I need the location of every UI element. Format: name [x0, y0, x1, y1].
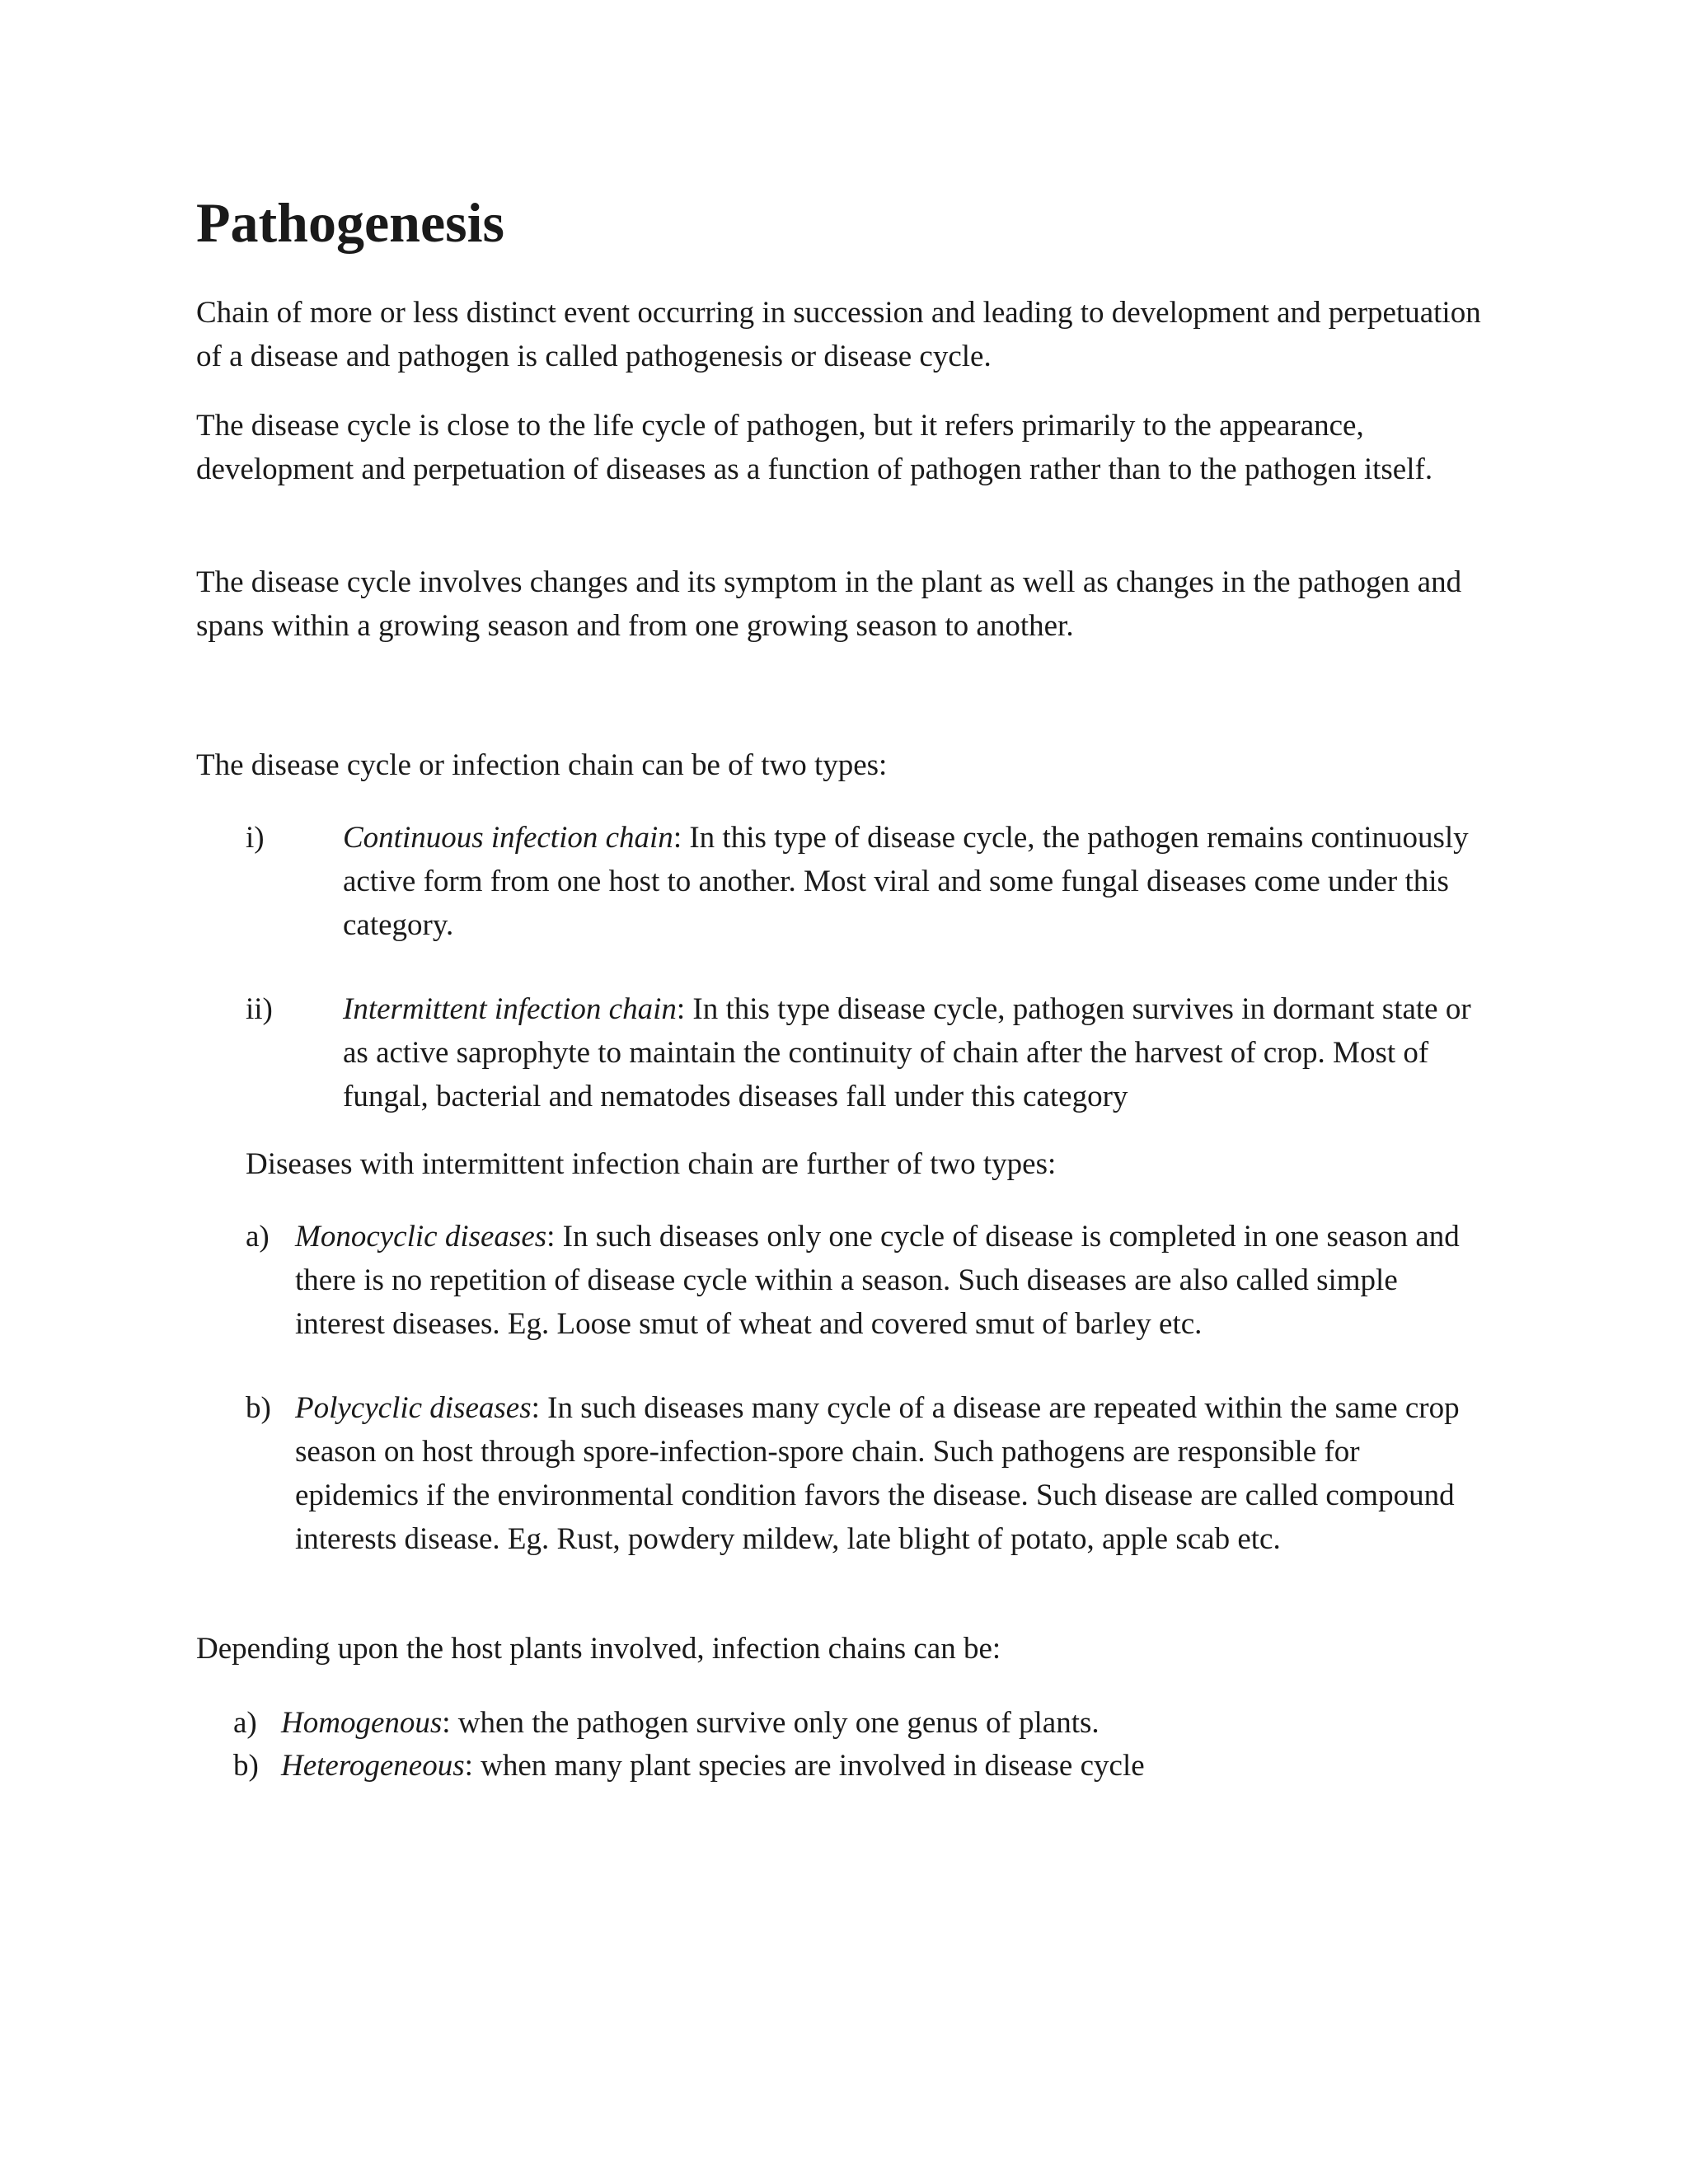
list-item-term: Polycyclic diseases	[295, 1391, 532, 1425]
list-marker: b)	[233, 1749, 259, 1783]
list-item-content	[295, 1386, 1482, 1561]
list-marker: b)	[246, 1391, 271, 1425]
list-item-content	[343, 816, 1482, 947]
list-item-content	[343, 987, 1482, 1118]
list-item-term: Monocyclic diseases	[295, 1220, 547, 1254]
list-item-text: : In this type of disease cycle, the pathogen remains continuously active form from one host to another. Most viral and some fungal diseases come under this category.	[343, 821, 1469, 942]
chain-types-intro: The disease cycle or infection chain can be of two types:	[196, 748, 888, 782]
intermittent-types-intro: Diseases with intermittent infection chain are further of two types:	[246, 1147, 1057, 1181]
disease-cycle-changes-paragraph: The disease cycle involves changes and its symptom in the plant as well as changes in the pathogen and spans within a growing season and from one growing season to another.	[196, 565, 1462, 643]
list-item-term: Intermittent infection chain	[343, 992, 677, 1026]
list-marker: ii)	[246, 992, 273, 1026]
list-marker: a)	[233, 1706, 257, 1740]
list-item-term: Homogenous	[281, 1706, 443, 1740]
list-item-text: : In this type disease cycle, pathogen survives in dormant state or as active saprophyte to maintain the continuity of chain after the harvest of crop. Most of fungal, bacterial and nematodes diseases fall under this category	[343, 992, 1471, 1113]
host-types-intro: Depending upon the host plants involved, infection chains can be:	[196, 1632, 1001, 1666]
list-item-content	[281, 1701, 1100, 1745]
list-item-text: : In such diseases only one cycle of disease is completed in one season and there is no repetition of disease cycle within a season. Such diseases are also called simple interest diseases. Eg. Loose smut of wheat and covered smut of barley etc.	[295, 1220, 1460, 1341]
list-item-content	[281, 1744, 1145, 1788]
list-item-text: : when the pathogen survive only one genus of plants.	[442, 1706, 1100, 1740]
list-item-term: Continuous infection chain	[343, 821, 673, 855]
list-item-content	[295, 1215, 1482, 1346]
list-marker: i)	[246, 821, 265, 855]
list-item-text: : when many plant species are involved in disease cycle	[464, 1749, 1145, 1783]
list-marker: a)	[246, 1220, 270, 1254]
disease-cycle-paragraph: The disease cycle is close to the life cycle of pathogen, but it refers primarily to the appearance, development and perpetuation of diseases as a function of pathogen rather than to the pathogen itself.	[196, 409, 1433, 486]
definition-paragraph: Chain of more or less distinct event occurring in succession and leading to development and perpetuation of a disease and pathogen is called pathogenesis or disease cycle.	[196, 296, 1481, 373]
page-title: Pathogenesis	[196, 191, 504, 254]
list-item-text: : In such diseases many cycle of a disease are repeated within the same crop season on host through spore-infection-spore chain. Such pathogens are responsible for epidemics if the environmental condition favors the disease. Such disease are called compound interests disease. Eg. Rust, powdery mildew, late blight of potato, apple scab etc.	[295, 1391, 1460, 1556]
list-item-term: Heterogeneous	[281, 1749, 465, 1783]
